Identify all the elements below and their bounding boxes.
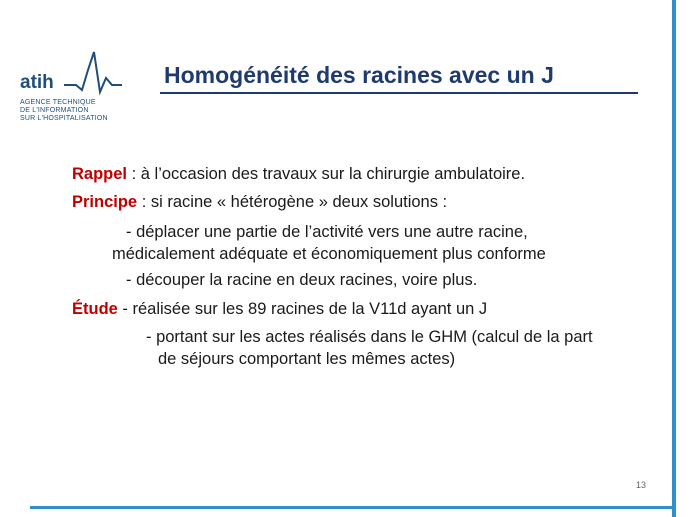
bottom-border-line [30,506,676,509]
logo-wordmark: atih [20,72,54,93]
principe-keyword: Principe [72,193,138,211]
right-border-line [672,0,676,517]
logo-line-3: SUR L'HOSPITALISATION [20,115,108,122]
solution-1-line-2: médicalement adéquate et économiquement plus conforme [112,245,546,263]
rappel-keyword: Rappel [72,165,128,183]
title-underline [160,92,638,94]
rappel-text: : à l’occasion des travaux sur la chirurgie ambulatoire. [127,165,526,183]
page-number: 13 [636,480,647,490]
logo-line-1: AGENCE TECHNIQUE [20,99,96,106]
etude-2-line-2: de séjours comportant les mêmes actes) [158,350,456,368]
atih-logo [18,48,138,138]
logo-tagline [20,99,108,123]
heartbeat-logo-icon [18,48,138,98]
slide-title: Homogénéité des racines avec un J [164,62,554,88]
solution-2-line: - découper la racine en deux racines, voire plus. [126,271,478,289]
etude-line [72,300,487,319]
principe-text: : si racine « hétérogène » deux solutions : [137,193,448,211]
etude-text: - réalisée sur les 89 racines de la V11d ayant un J [117,300,488,318]
logo-line-2: DE L'INFORMATION [20,107,89,114]
rappel-line [72,165,525,184]
etude-keyword: Étude [72,300,118,318]
solution-1-line-1: - déplacer une partie de l’activité vers une autre racine, [126,223,528,241]
principe-line [72,193,447,212]
etude-2-line-1: - portant sur les actes réalisés dans le GHM (calcul de la part [146,328,593,346]
